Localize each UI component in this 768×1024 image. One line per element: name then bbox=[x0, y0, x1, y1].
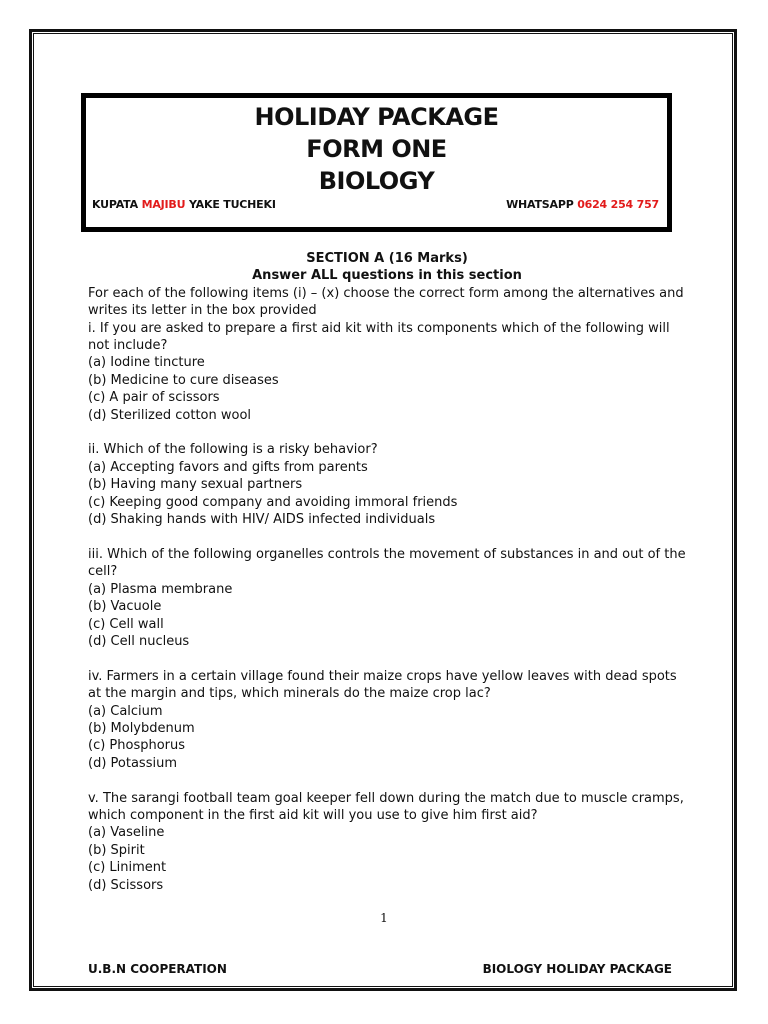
answer-option: (b) Having many sexual partners bbox=[88, 477, 303, 493]
answer-option: (a) Calcium bbox=[88, 703, 163, 719]
contact-label: WHATSAPP bbox=[506, 198, 578, 211]
header-box bbox=[81, 93, 672, 232]
answer-option: (c) Liniment bbox=[88, 860, 167, 876]
answer-option: (d) Potassium bbox=[88, 755, 177, 771]
answer-option: (d) Shaking hands with HIV/ AIDS infected individuals bbox=[88, 512, 436, 528]
answer-option: (b) Molybdenum bbox=[88, 720, 195, 736]
answer-option: (d) Scissors bbox=[88, 877, 164, 893]
question-list bbox=[88, 320, 686, 894]
question-text: v. The sarangi football team goal keeper fell down during the match due to muscle cramps, which component in the first aid kit will you use to give him first aid? bbox=[88, 790, 684, 823]
question-text: ii. Which of the following is a risky behavior? bbox=[88, 442, 378, 458]
answer-option: (d) Sterilized cotton wool bbox=[88, 407, 252, 423]
question-block bbox=[88, 441, 686, 528]
footer-right: BIOLOGY HOLIDAY PACKAGE bbox=[482, 962, 672, 976]
answer-option: (b) Medicine to cure diseases bbox=[88, 372, 279, 388]
answer-option: (a) Iodine tincture bbox=[88, 355, 205, 371]
section-content bbox=[88, 250, 686, 894]
tagline-prefix: KUPATA bbox=[92, 198, 142, 211]
answer-option: (b) Vacuole bbox=[88, 599, 162, 615]
question-text: i. If you are asked to prepare a first aid kit with its components which of the following will not include? bbox=[88, 320, 670, 354]
tagline-suffix: YAKE TUCHEKI bbox=[185, 198, 276, 211]
question-text: iv. Farmers in a certain village found their maize crops have yellow leaves with dead spots at the margin and tips, which minerals do the maize crop lac? bbox=[88, 668, 677, 702]
question-block bbox=[88, 790, 686, 894]
answer-option: (c) Phosphorus bbox=[88, 738, 186, 754]
header-title-line2: FORM ONE bbox=[306, 135, 447, 163]
question-block bbox=[88, 320, 686, 424]
section-instructions: For each of the following items (i) – (x) choose the correct form among the alternatives and writes its letter in the box provided bbox=[88, 285, 684, 319]
header-title-line1: HOLIDAY PACKAGE bbox=[254, 103, 499, 131]
question-block bbox=[88, 668, 686, 772]
header-contact bbox=[506, 198, 659, 212]
answer-option: (c) A pair of scissors bbox=[88, 390, 220, 406]
answer-option: (c) Cell wall bbox=[88, 616, 164, 632]
page-number: 1 bbox=[380, 911, 388, 925]
question-block bbox=[88, 546, 686, 650]
answer-option: (a) Plasma membrane bbox=[88, 581, 233, 597]
header-title-line3: BIOLOGY bbox=[318, 167, 435, 195]
tagline-highlight: MAJIBU bbox=[141, 198, 186, 211]
answer-option: (d) Cell nucleus bbox=[88, 633, 190, 649]
answer-option: (b) Spirit bbox=[88, 842, 145, 858]
contact-phone: 0624 254 757 bbox=[577, 198, 659, 211]
section-subtitle: Answer ALL questions in this section bbox=[252, 268, 522, 284]
answer-option: (a) Vaseline bbox=[88, 825, 165, 841]
header-tagline bbox=[92, 198, 276, 212]
answer-option: (a) Accepting favors and gifts from parents bbox=[88, 459, 368, 475]
answer-option: (c) Keeping good company and avoiding immoral friends bbox=[88, 494, 458, 510]
section-title: SECTION A (16 Marks) bbox=[306, 251, 468, 266]
footer-left: U.B.N COOPERATION bbox=[88, 962, 227, 976]
question-text: iii. Which of the following organelles controls the movement of substances in and out of the cell? bbox=[88, 546, 686, 580]
